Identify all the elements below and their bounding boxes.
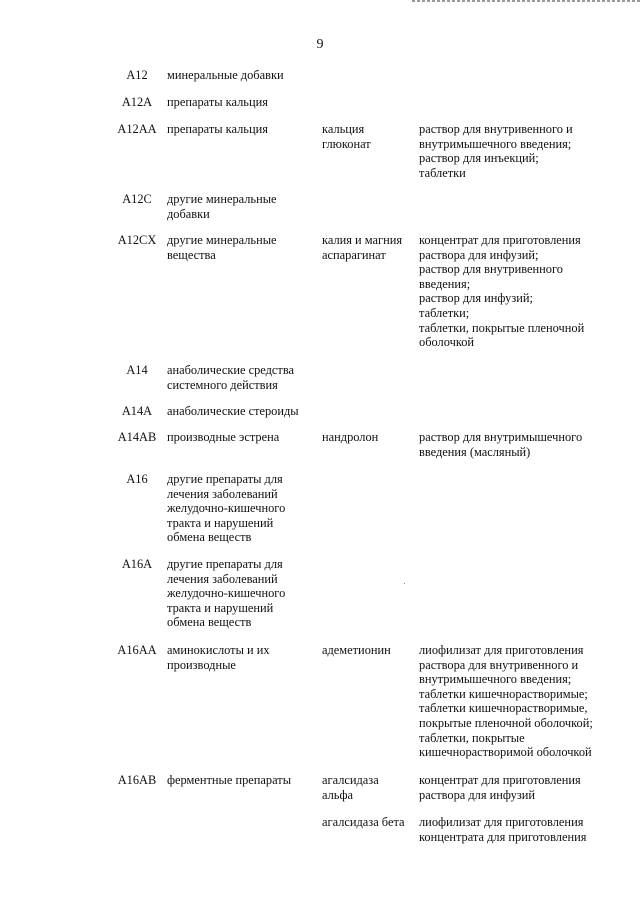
drug-name: кальция глюконат: [322, 122, 371, 151]
scan-speck: [404, 583, 405, 584]
atc-code: A14A: [121, 404, 153, 418]
group-name: аминокислоты и их производные: [167, 643, 270, 672]
drug-name: калия и магния аспарагинат: [322, 233, 403, 262]
group-name: другие препараты для лечения заболеваний желудочно-кишечного тракта и нарушений обмена веществ: [167, 557, 286, 630]
group-name: другие минеральные добавки: [167, 192, 277, 221]
atc-code: A12: [126, 68, 148, 82]
atc-code: A16AA: [117, 643, 157, 657]
scan-top-rule: [412, 0, 640, 2]
atc-code: A16AB: [117, 773, 157, 787]
atc-code: A16A: [121, 557, 153, 571]
atc-code: A12C: [122, 192, 152, 206]
atc-code: A12AA: [117, 122, 157, 136]
group-name: ферментные препараты: [167, 773, 292, 787]
group-name: препараты кальция: [167, 95, 268, 109]
drug-name: агалсидаза бета: [322, 815, 405, 829]
group-name: анаболические средства системного действия: [167, 363, 295, 392]
atc-code: A12A: [121, 95, 153, 109]
atc-code: A16: [126, 472, 148, 486]
group-name: другие препараты для лечения заболеваний желудочно-кишечного тракта и нарушений обмена веществ: [167, 472, 286, 545]
page-number: 9: [316, 37, 324, 52]
atc-code: A14AB: [117, 430, 157, 444]
group-name: другие минеральные вещества: [167, 233, 277, 262]
dosage-forms: раствор для внутримышечного введения (масляный): [419, 430, 583, 459]
dosage-forms: концентрат для приготовления раствора для инфузий: [419, 773, 581, 802]
drug-name: адеметионин: [322, 643, 391, 657]
drug-name: нандролон: [322, 430, 379, 444]
group-name: минеральные добавки: [167, 68, 284, 82]
group-name: препараты кальция: [167, 122, 268, 136]
group-name: производные эстрена: [167, 430, 280, 444]
atc-code: A12CX: [117, 233, 157, 247]
drug-name: агалсидаза альфа: [322, 773, 379, 802]
dosage-forms: лиофилизат для приготовления раствора для внутривенного и внутримышечного введения; таблетки кишечнорастворимые; таблетки кишечнорастворимые, покрытые пленочной оболочкой; таблетки, покрытые кишечнорастворимой оболочкой: [419, 643, 593, 760]
atc-code: A14: [126, 363, 148, 377]
dosage-forms: концентрат для приготовления раствора для инфузий; раствор для внутривенного введения; раствор для инфузий; таблетки; таблетки, покрытые пленочной оболочкой: [419, 233, 585, 350]
dosage-forms: раствор для внутривенного и внутримышечного введения; раствор для инъекций; таблетки: [419, 122, 573, 180]
dosage-forms: лиофилизат для приготовления концентрата для приготовления: [419, 815, 587, 844]
group-name: анаболические стероиды: [167, 404, 299, 418]
